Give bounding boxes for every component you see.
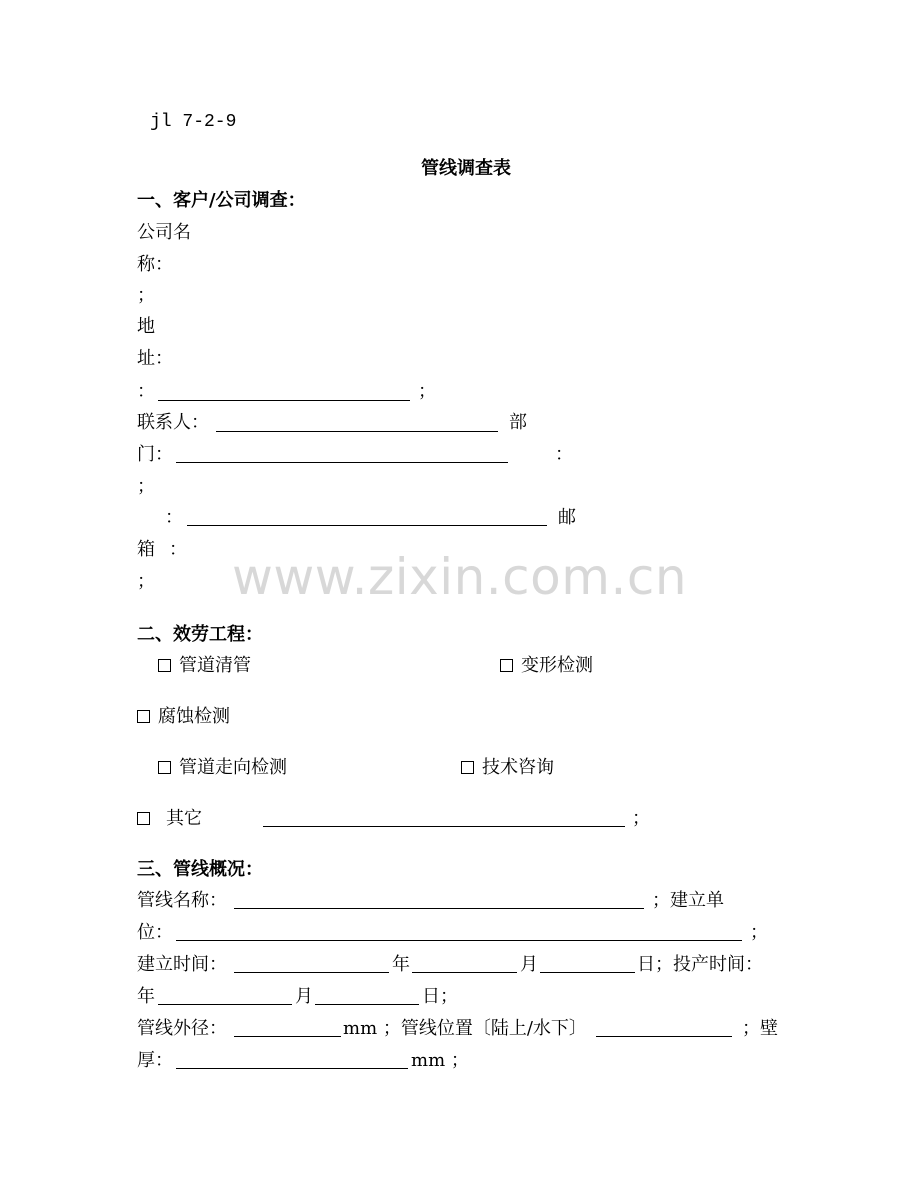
option-label: 其它 xyxy=(166,808,202,829)
option-label: 管道清管 xyxy=(179,655,251,676)
section1-heading: 一、客户/公司调查： xyxy=(137,190,306,211)
pipeline-name-field[interactable] xyxy=(234,908,644,909)
address-label-cont: 址： xyxy=(137,348,173,369)
address-label: 地 xyxy=(137,316,155,337)
production-time-label: 日；投产时间： xyxy=(637,954,763,975)
option-label: 腐蚀检测 xyxy=(158,706,230,727)
dept-label: 部 xyxy=(509,412,527,433)
year-label: 年 xyxy=(392,954,410,975)
builder-semicolon: ； xyxy=(750,922,768,943)
wall-thickness-label-cont: 厚： xyxy=(137,1050,173,1071)
option-routing[interactable] xyxy=(158,759,287,777)
phone-colon: ： xyxy=(165,507,183,528)
checkbox[interactable] xyxy=(500,659,513,672)
page-title: 管线调查表 xyxy=(421,158,511,179)
option-deformation[interactable] xyxy=(500,657,593,675)
builder-label-cont: 位： xyxy=(137,922,173,943)
prod-day-label: 日； xyxy=(422,986,458,1007)
wall-thickness-label: ；壁 xyxy=(742,1018,778,1039)
build-month-field[interactable] xyxy=(412,972,517,973)
builder-field[interactable] xyxy=(176,940,742,941)
checkbox[interactable] xyxy=(137,812,150,825)
prod-year-label: 年 xyxy=(137,986,155,1007)
pipeline-location-field[interactable] xyxy=(596,1036,732,1037)
section3-heading: 三、管线概况： xyxy=(137,859,263,880)
checkbox[interactable] xyxy=(137,710,150,723)
checkbox[interactable] xyxy=(158,659,171,672)
month-label: 月 xyxy=(520,954,538,975)
address-field[interactable] xyxy=(158,400,410,401)
section2-heading: 二、效劳工程： xyxy=(137,624,263,645)
watermark: www.zixin.com.cn xyxy=(232,548,688,606)
dept-label-cont: 门： xyxy=(137,444,173,465)
option-label: 变形检测 xyxy=(521,655,593,676)
dept-colon: ： xyxy=(555,444,573,465)
dept-field[interactable] xyxy=(176,462,508,463)
outer-diameter-field[interactable] xyxy=(234,1036,341,1037)
address-semicolon: ； xyxy=(418,381,436,402)
company-name-semicolon: ； xyxy=(137,285,155,306)
wall-thickness-unit: mm ； xyxy=(411,1050,469,1071)
checkbox[interactable] xyxy=(461,761,474,774)
option-consulting[interactable] xyxy=(461,759,554,777)
document-code: jl 7-2-9 xyxy=(150,112,237,132)
builder-label: ；建立单 xyxy=(652,890,724,911)
company-name-label-cont: 称： xyxy=(137,254,173,275)
other-field[interactable] xyxy=(263,826,625,827)
email-label: 邮 xyxy=(558,507,576,528)
dept-semicolon: ； xyxy=(137,476,155,497)
option-label: 管道走向检测 xyxy=(179,757,287,778)
prod-month-label: 月 xyxy=(295,986,313,1007)
build-day-field[interactable] xyxy=(540,972,635,973)
email-label-cont: 箱 xyxy=(137,539,155,560)
option-pigging[interactable] xyxy=(158,657,251,675)
option-other[interactable] xyxy=(137,810,202,828)
build-year-field[interactable] xyxy=(234,972,389,973)
address-colon: ： xyxy=(137,381,155,402)
outer-diameter-label: 管线外径： xyxy=(137,1018,227,1039)
prod-year-field[interactable] xyxy=(158,1004,292,1005)
other-semicolon: ； xyxy=(632,808,650,829)
company-name-label: 公司名 xyxy=(137,222,191,243)
option-corrosion[interactable] xyxy=(137,708,230,726)
build-time-label: 建立时间： xyxy=(137,954,227,975)
phone-field[interactable] xyxy=(187,525,547,526)
wall-thickness-field[interactable] xyxy=(176,1068,408,1069)
checkbox[interactable] xyxy=(158,761,171,774)
contact-field[interactable] xyxy=(216,431,498,432)
email-colon: ： xyxy=(169,539,187,560)
pipeline-name-label: 管线名称： xyxy=(137,890,227,911)
contact-label: 联系人： xyxy=(137,412,209,433)
prod-month-field[interactable] xyxy=(315,1004,419,1005)
email-semicolon: ； xyxy=(137,571,155,592)
pipeline-location-label: mm ；管线位置〔陆上/水下〕 xyxy=(343,1018,587,1039)
option-label: 技术咨询 xyxy=(482,757,554,778)
